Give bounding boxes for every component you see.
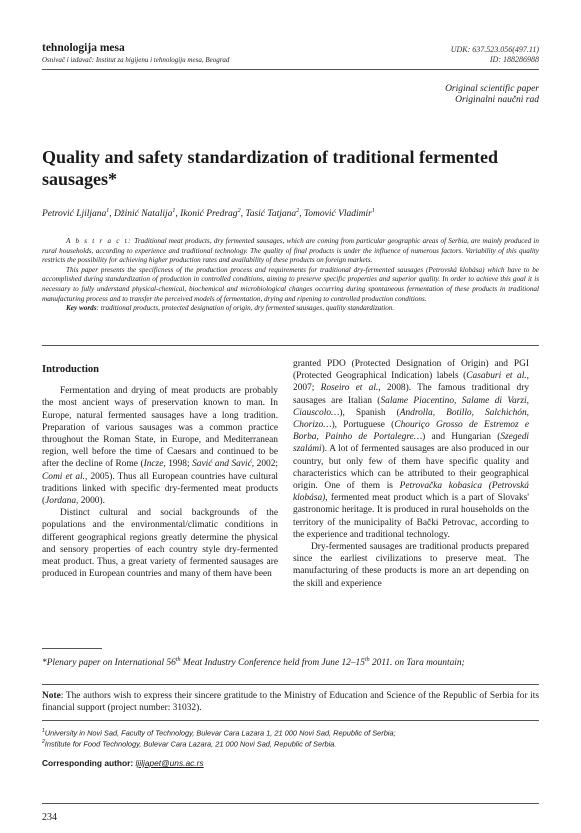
note-text: : The authors wish to express their sincere gratitude to the Ministry of Education and Science of the Republic of Serbia for its financial support (project number: 31032).	[42, 691, 539, 713]
journal-header	[42, 42, 539, 64]
author-name: Džinić Natalija	[114, 209, 173, 220]
abstract-divider	[42, 345, 539, 346]
keywords-text: : traditional products, protected designation of origin, dry fermented sausages, quality standardization.	[96, 304, 395, 313]
note-label: Note	[42, 691, 61, 701]
author-name: Tasić Tatjana	[245, 209, 297, 220]
citation: Roseiro et al.,	[320, 383, 381, 394]
abstract-paragraph	[42, 237, 539, 266]
citation: Savić and Savić,	[192, 459, 255, 470]
author-affiliation-mark: 2	[296, 208, 300, 214]
keywords-label: Key words	[66, 304, 97, 313]
abstract-text: Traditional meat products, dry fermented sausages, which are coming from particular geographic areas of Serbia, are mainly produced in rural households, according to experience and traditional technology. The quality of final products is under the influence of numerous factors. Variability of this quality restricts the possibility for achieving higher production rates and availability of these products on foreign markets.	[42, 237, 539, 265]
citation: Casaburi et al.,	[466, 371, 529, 382]
abstract-label: A b s t r a c t:	[66, 237, 133, 245]
page-number: 234	[42, 812, 57, 823]
note-divider-top	[42, 684, 539, 685]
paper-title: Quality and safety standardization of traditional fermented sausages*	[42, 147, 498, 189]
product-names: Androlla, Botillo, Salchichón, Chorizo…	[293, 407, 529, 431]
product-names: Chouriço Grosso de Estremoz e Borba, Painho de Portalegre…	[293, 420, 530, 443]
id-code: ID: 188286988	[489, 55, 539, 64]
body-paragraph: granted PDO (Protected Designation of Origin) and PGI (Protected Geographical Indication) labels (Casaburi et al., 2007; Roseiro et al., 2008). The famous traditional dry sausages are Italian (Salame Piacentino, Salame di Varzi, Ciauscolo…), Spanish (Androlla, Botillo, Salchichón, Chorizo…), Portuguese (Chouriço Grosso de Estremoz e Borba, Painho de Portalegre…) and Hungarian (Szegedi szalámi). A lot of fermented sausages are also produced in our country, but only few of them have specific quality and characteristics which can be attributed to their geographical origin. One of them is Petrovačka kobasica (Petrovská klobása), fermented meat product which is a part of Slovaks' gastronomic heritage. It is produced in rural households on the territory of the municipality of Bački Petrovac, according to the experience and traditional technology.	[293, 359, 530, 540]
body-paragraph: Dry-fermented sausages are traditional products prepared since the earliest civilizations to preserve meat. The manufacturing of these products is more an art depending on the skill and experience	[293, 542, 529, 589]
product-names: Salame Piacentino, Salame di Varzi, Ciauscolo…	[293, 395, 529, 418]
acknowledgement-note	[42, 690, 539, 714]
author-affiliation-mark: 1	[106, 208, 110, 214]
journal-founder: Osnivač i izdavač: Institut za higijenu i tehnologiju mesa, Beograd	[42, 56, 230, 64]
citation: Comi et al.,	[42, 471, 88, 482]
author-name: Tomović Vladimir	[303, 209, 372, 220]
affiliations	[42, 727, 539, 749]
left-column	[42, 364, 278, 580]
journal-name: tehnologija mesa	[42, 42, 125, 54]
body-paragraph: Distinct cultural and social backgrounds of the populations and the environmental/climatic conditions in different geographical regions greatly determine the physical and sensory properties of each country style dry-fermented meat product. Thus, a great variety of fermented sausages are produced in European countries and many of them have been	[42, 508, 278, 580]
corresponding-email-link[interactable]: ljiljapet@uns.ac.rs	[135, 758, 204, 768]
udk-block	[451, 45, 539, 65]
footer-divider	[42, 803, 539, 804]
affiliation-2: $^2$Institute for Food Technology, Bulevar Cara Lazara, 21 000 Novi Sad, Republic of Serbia.	[42, 739, 337, 749]
note-divider-bottom	[42, 720, 539, 721]
product-names: Szegedi szalámi	[293, 432, 529, 455]
udk-code: UDK: 637.523.056(497.11)	[450, 45, 539, 54]
paper-type	[445, 84, 539, 106]
author-affiliation-mark: 2	[237, 208, 241, 214]
paper-type-en: Original scientific paper	[445, 84, 539, 94]
corresponding-label: Corresponding author:	[42, 758, 134, 768]
footnote-divider	[42, 648, 102, 649]
citation: Incze,	[143, 459, 166, 470]
author-affiliation-mark: 1	[371, 208, 375, 214]
header-divider	[42, 69, 539, 70]
plenary-footnote: *Plenary paper on International 56th Meat Industry Conference held from June 12–15th 2011. on Tara mountain;	[42, 657, 465, 669]
paper-type-sr: Originalni naučni rad	[455, 95, 539, 105]
abstract-paragraph: This paper presents the specificness of the production process and requirements for traditional dry-fermented sausages (Petrovská klobása) which have to be accomplished during standardization of production in controlled conditions, aiming to preserve specific properties and superior quality. In order to achieve this goal it is necessary to fully understand physical-chemical, biochemical and microbiological changes occurring during spontaneous fermentation of these products in traditional manufacturing process and to transfer the perceived models of fermentation, drying and ripening to controlled production conditions.	[42, 265, 539, 303]
corresponding-author	[42, 758, 539, 768]
body-paragraph: Fermentation and drying of meat products are probably the most ancient ways of preservation known to man. In Europe, natural fermented sausages have a long tradition. Preparation of various sausages was a common practice throughout the Roman State, in Europe, and Mediterranean region, well before the time of Caesars and continued to be after the decline of Rome (Incze, 1998; Savić and Savić, 2002; Comi et al., 2005). Thus all European countries have cultural traditions linked with specific dry-fermented meat products (Jordana, 2000).	[42, 386, 279, 507]
author-list: Petrović Ljiljana$^1$, Džinić Natalija$^1$, Ikonić Predrag$^2$, Tasić Tatjana$^2$, Tomović Vladimir$^1$	[42, 208, 375, 220]
product-names: Petrovačka kobasica (Petrovská klobása),	[293, 481, 529, 504]
keywords-paragraph	[42, 304, 539, 314]
affiliation-1: $^1$University in Novi Sad, Faculty of Technology, Bulevar Cara Lazara 1, 21 000 Novi Sad, Republic of Serbia;	[42, 728, 396, 738]
author-name: Petrović Ljiljana	[42, 209, 107, 220]
author-affiliation-mark: 1	[172, 208, 176, 214]
section-heading-introduction: Introduction	[42, 364, 99, 375]
right-column	[293, 358, 529, 590]
author-name: Ikonić Predrag	[180, 209, 238, 220]
abstract	[42, 237, 539, 314]
citation: Jordana,	[45, 496, 79, 507]
